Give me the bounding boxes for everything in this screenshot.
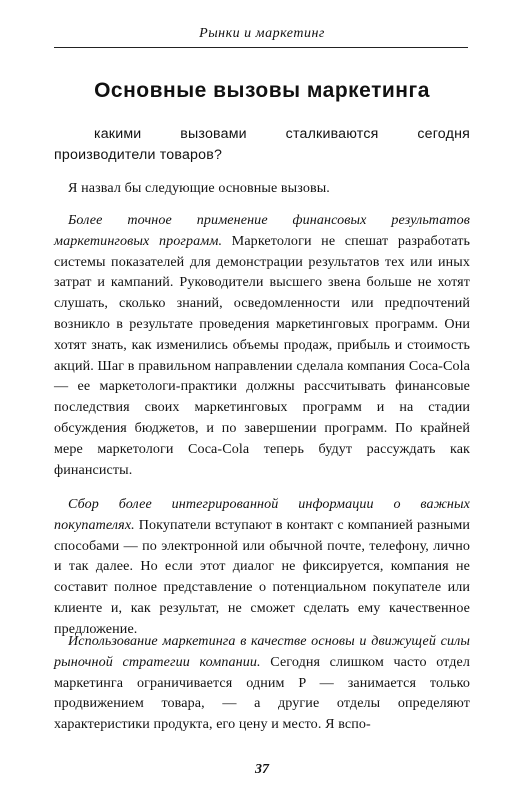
paragraph-lead-heading: Использование маркетинга в качестве основы и движущей силы рыночной стратегии компании. bbox=[54, 633, 470, 670]
paragraph-body: Маркетологи не спешат разработать системы показателей для демонстрации результатов тех или иных затрат и кампаний. Руководители высшего звена больше не хотят слушать, сколько знаний, осведомленности или предпочтений возникло в результате проведения маркетинговых программ. Они хотят знать, как изменились объемы продаж, прибыль и стоимость акций. Шаг в правильном направлении сделала компания Coca-Cola — ее маркетологи-практики должны рассчитывать финансовые последствия своих маркетинговых программ и на стадии обсуждения бюджетов, и по завершении программ. По крайней мере маркетологи Coca-Cola теперь будут рассуждать как финансисты. bbox=[54, 232, 470, 478]
answer-paragraph bbox=[54, 210, 470, 480]
chapter-title: Основные вызовы маркетинга bbox=[94, 79, 430, 103]
answer-paragraph bbox=[54, 631, 470, 735]
paragraph-lead-heading: Сбор более интегрированной информации о важных покупателях. bbox=[54, 496, 470, 533]
question-text: какими вызовами сталкиваются сегодня производители товаров? bbox=[54, 126, 470, 163]
answer-intro: Я назвал бы следующие основные вызовы. bbox=[68, 180, 330, 196]
running-head: Рынки и маркетинг bbox=[199, 26, 325, 41]
page-number: 37 bbox=[255, 762, 269, 777]
running-head-rule bbox=[54, 47, 468, 48]
answer-paragraph bbox=[54, 494, 470, 640]
paragraph-body: Покупатели вступают в контакт с компанией разными способами — по электронной или обычной почте, телефону, лично и так далее. Но если этот диалог не фиксируется, компания не составит полное представление о потенциальном покупателе или клиенте и, как результат, не сможет сделать ему качественное предложение. bbox=[54, 516, 470, 637]
paragraph-body: Сегодня слишком часто отдел маркетинга ограничивается одним P — занимается только продвижением товара, — а другие отделы определяют характеристики продукта, его цену и место. Я вспо- bbox=[54, 653, 470, 733]
paragraph-lead-heading: Более точное применение финансовых результатов маркетинговых программ. bbox=[54, 212, 470, 249]
